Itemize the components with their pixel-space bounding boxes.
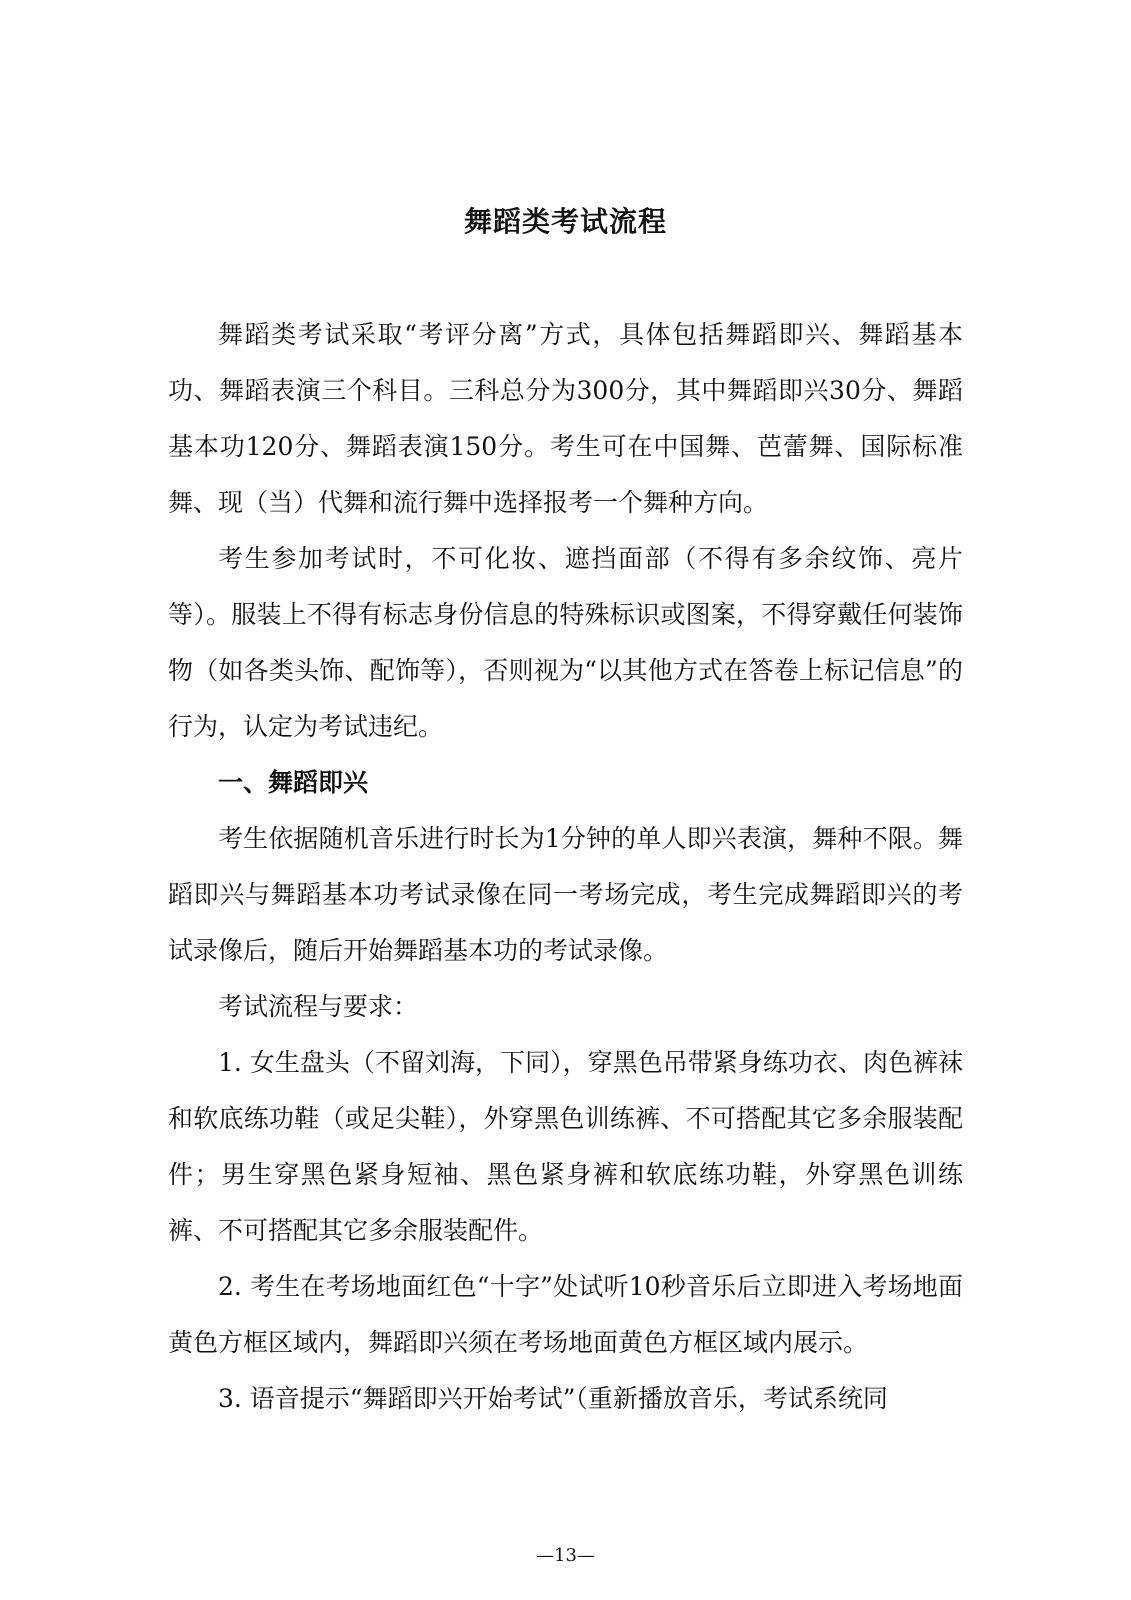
dress-rule-paragraph: 考生参加考试时，不可化妆、遮挡面部（不得有多余纹饰、亮片等）。服装上不得有标志身份信息的特殊标识或图案，不得穿戴任何装饰物（如各类头饰、配饰等），否则视为“以其他方式在答卷上标记信息”的行为，认定为考试违纪。 [168, 544, 963, 741]
intro-paragraph: 舞蹈类考试采取“考评分离”方式，具体包括舞蹈即兴、舞蹈基本功、舞蹈表演三个科目。三科总分为300分，其中舞蹈即兴30分、舞蹈基本功120分、舞蹈表演150分。考生可在中国舞、芭蕾舞、国际标准舞、现（当）代舞和流行舞中选择报考一个舞种方向。 [168, 320, 963, 517]
section-paragraph: 考生依据随机音乐进行时长为1分钟的单人即兴表演，舞种不限。舞蹈即兴与舞蹈基本功考试录像在同一考场完成，考生完成舞蹈即兴的考试录像后，随后开始舞蹈基本功的考试录像。 [168, 824, 963, 965]
process-item-1: 1. 女生盘头（不留刘海，下同），穿黑色吊带紧身练功衣、肉色裤袜和软底练功鞋（或足尖鞋），外穿黑色训练裤、不可搭配其它多余服装配件；男生穿黑色紧身短袖、黑色紧身裤和软底练功鞋，外穿黑色训练裤、不可搭配其它多余服装配件。 [168, 1048, 963, 1245]
process-item-3: 3. 语音提示“舞蹈即兴开始考试”（重新播放音乐，考试系统同 [218, 1384, 888, 1413]
section-heading: 一、舞蹈即兴 [218, 768, 369, 797]
document-title: 舞蹈类考试流程 [463, 205, 667, 238]
document-body [168, 307, 963, 1427]
page-number: —13— [536, 1545, 595, 1566]
process-item-2: 2. 考生在考场地面红色“十字”处试听10秒音乐后立即进入考场地面黄色方框区域内，舞蹈即兴须在考场地面黄色方框区域内展示。 [168, 1272, 963, 1357]
process-heading-paragraph: 考试流程与要求： [218, 992, 419, 1021]
